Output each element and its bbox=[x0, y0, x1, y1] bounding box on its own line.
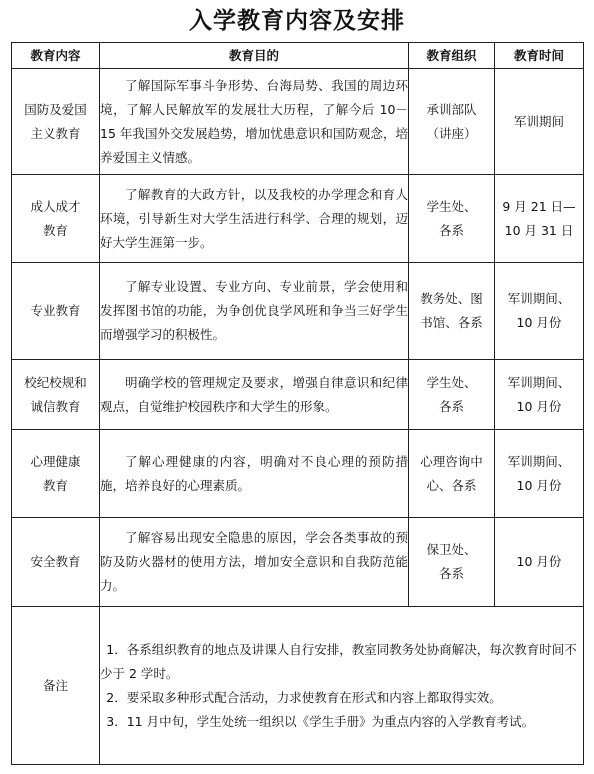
row-purpose-cell bbox=[100, 263, 409, 360]
remark-item: 3．11 月中旬，学生处统一组织以《学生手册》为重点内容的入学教育考试。 bbox=[106, 713, 535, 729]
row-content-cell bbox=[12, 360, 100, 430]
remarks-row bbox=[12, 607, 584, 765]
time-line: 10 月 31 日 bbox=[504, 222, 574, 238]
time-line: 军训期间、 bbox=[507, 374, 571, 390]
row-purpose-cell bbox=[100, 69, 409, 175]
header-content: 教育内容 bbox=[12, 43, 100, 69]
content-line: 心理健康 bbox=[30, 453, 81, 469]
row-content-cell bbox=[12, 175, 100, 263]
purpose-text: 了解教育的大政方针，以及我校的办学理念和育人环境，引导新生对大学生活进行科学、合理的规划，迈好大学生涯第一步。 bbox=[100, 186, 408, 250]
table-row bbox=[12, 175, 584, 263]
purpose-text: 了解容易出现安全隐患的原因，学会各类事故的预防及防火器材的使用方法，增加安全意识和自我防范能力。 bbox=[100, 530, 408, 593]
content-line: 专业教育 bbox=[30, 303, 81, 318]
organizer-line: 保卫处、 bbox=[426, 542, 477, 557]
organizer-line: 各系 bbox=[438, 222, 464, 238]
row-time-cell bbox=[495, 263, 584, 360]
row-organizer-cell bbox=[409, 518, 495, 607]
education-schedule-table bbox=[11, 42, 584, 765]
row-content-cell bbox=[12, 430, 100, 518]
table-row bbox=[12, 360, 584, 430]
table-row bbox=[12, 430, 584, 518]
header-purpose: 教育目的 bbox=[100, 43, 409, 69]
remarks-label: 备注 bbox=[12, 607, 100, 765]
header-organizer: 教育组织 bbox=[409, 43, 495, 69]
content-line: 主义教育 bbox=[30, 125, 81, 141]
organizer-line: 心理咨询中 bbox=[420, 453, 483, 469]
row-content-cell bbox=[12, 69, 100, 175]
content-line: 教育 bbox=[42, 222, 68, 238]
header-time: 教育时间 bbox=[495, 43, 584, 69]
time-line: 9 月 21 日— bbox=[502, 198, 576, 214]
time-line: 军训期间、 bbox=[507, 291, 571, 306]
row-time-cell bbox=[495, 175, 584, 263]
time-line: 10 月份 bbox=[516, 554, 562, 569]
content-line: 成人成才 bbox=[30, 198, 81, 214]
row-content-cell bbox=[12, 518, 100, 607]
time-line: 10 月份 bbox=[516, 398, 562, 414]
time-line: 军训期间、 bbox=[507, 453, 571, 469]
table-row bbox=[12, 69, 584, 175]
table-row bbox=[12, 263, 584, 360]
organizer-line: （讲座） bbox=[426, 125, 477, 141]
content-line: 国防及爱国 bbox=[24, 101, 87, 117]
row-purpose-cell bbox=[100, 430, 409, 518]
organizer-line: 学生处、 bbox=[426, 198, 477, 214]
content-line: 教育 bbox=[42, 477, 68, 493]
content-line: 诚信教育 bbox=[30, 398, 81, 414]
table-header-row bbox=[12, 43, 584, 69]
row-purpose-cell bbox=[100, 360, 409, 430]
organizer-line: 书馆、各系 bbox=[420, 315, 483, 330]
page-title: 入学教育内容及安排 bbox=[189, 7, 405, 34]
row-purpose-cell bbox=[100, 518, 409, 607]
purpose-text: 了解国际军事斗争形势、台海局势、我国的周边环境，了解人民解放军的发展壮大历程，了解今后 10－15 年我国外交发展趋势，增加忧患意识和国防观念，培养爱国主义情感。 bbox=[100, 77, 408, 165]
row-time-cell bbox=[495, 518, 584, 607]
purpose-text: 了解专业设置、专业方向、专业前景，学会使用和发挥图书馆的功能，为争创优良学风班和争当三好学生而增强学习的积极性。 bbox=[100, 279, 408, 342]
organizer-line: 心、各系 bbox=[426, 477, 477, 493]
remark-item: 2．要采取多种形式配合活动，力求使教育在形式和内容上都取得实效。 bbox=[106, 689, 502, 705]
row-organizer-cell bbox=[409, 263, 495, 360]
remarks-body bbox=[100, 607, 584, 765]
purpose-text: 明确学校的管理规定及要求，增强自律意识和纪律观点，自觉维护校园秩序和大学生的形象。 bbox=[100, 374, 408, 414]
purpose-text: 了解心理健康的内容，明确对不良心理的预防措施，培养良好的心理素质。 bbox=[100, 453, 408, 493]
row-content-cell bbox=[12, 263, 100, 360]
organizer-line: 学生处、 bbox=[426, 374, 477, 390]
content-line: 安全教育 bbox=[30, 554, 81, 569]
row-purpose-cell bbox=[100, 175, 409, 263]
organizer-line: 承训部队 bbox=[426, 101, 477, 117]
organizer-line: 教务处、图 bbox=[420, 291, 483, 306]
row-organizer-cell bbox=[409, 175, 495, 263]
time-line: 10 月份 bbox=[516, 315, 562, 330]
row-organizer-cell bbox=[409, 360, 495, 430]
row-time-cell bbox=[495, 69, 584, 175]
organizer-line: 各系 bbox=[438, 566, 464, 581]
row-organizer-cell bbox=[409, 69, 495, 175]
remark-item: 1．各系组织教育的地点及讲课人自行安排，教室同教务处协商解决，每次教育时间不少于 2 学时。 bbox=[100, 641, 577, 681]
content-line: 校纪校规和 bbox=[24, 374, 87, 390]
row-time-cell bbox=[495, 360, 584, 430]
time-line: 军训期间 bbox=[513, 113, 564, 129]
row-organizer-cell bbox=[409, 430, 495, 518]
row-time-cell bbox=[495, 430, 584, 518]
organizer-line: 各系 bbox=[438, 398, 464, 414]
time-line: 10 月份 bbox=[516, 477, 562, 493]
table-row bbox=[12, 518, 584, 607]
